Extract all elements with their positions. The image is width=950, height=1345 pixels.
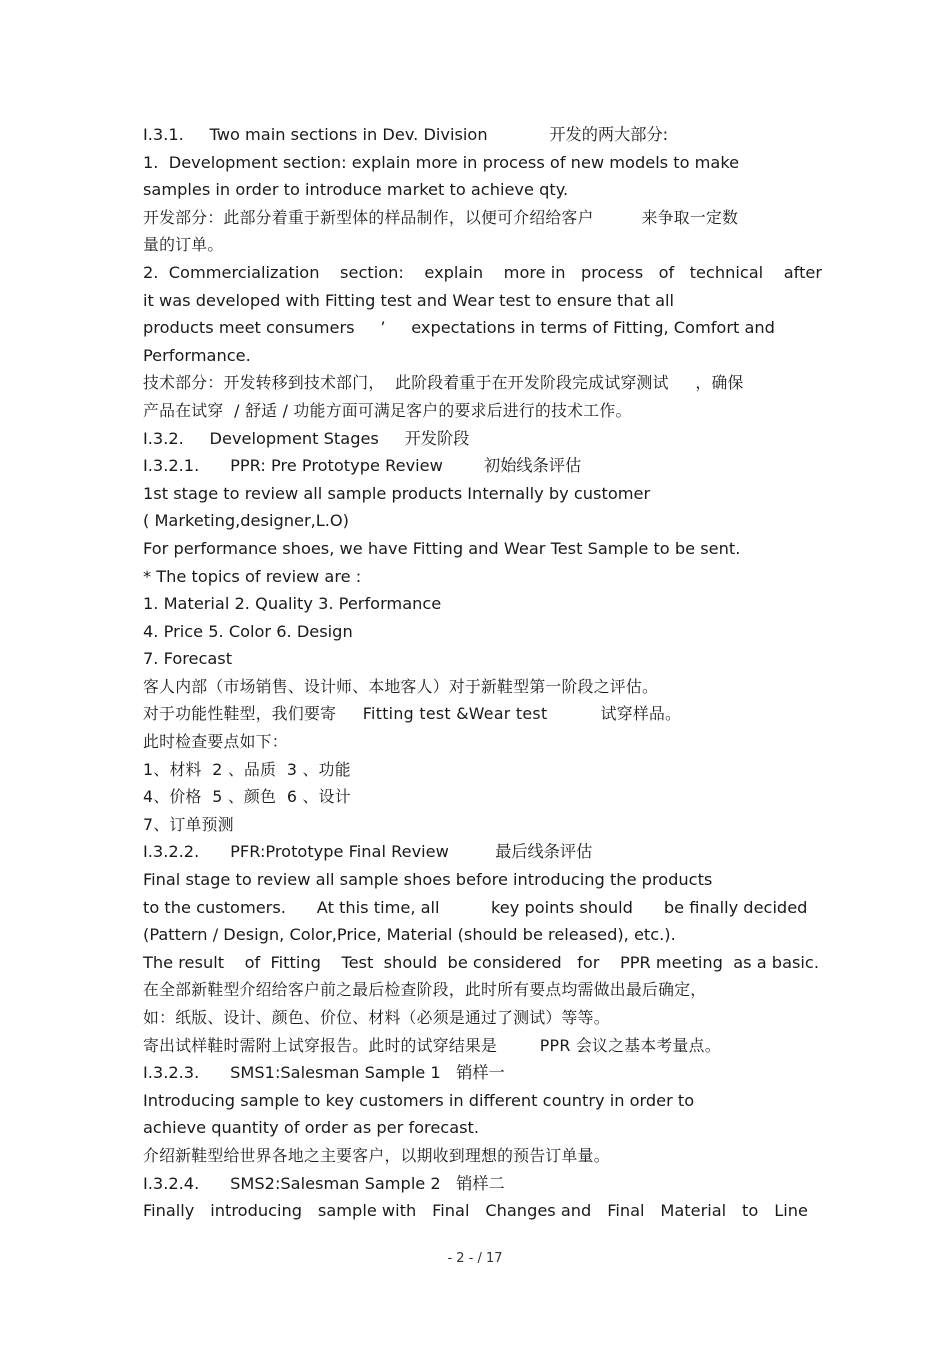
- list-line: 1. Material 2. Quality 3. Performance: [143, 594, 442, 614]
- list-line-zh: 4、价格 5 、颜色 6 、设计: [143, 787, 351, 807]
- paragraph-line: 1st stage to review all sample products Internally by customer: [143, 483, 651, 503]
- word: Final: [432, 1201, 470, 1221]
- paragraph-line: Final stage to review all sample shoes before introducing the products: [143, 870, 713, 890]
- paragraph-line-justified: [143, 1197, 808, 1225]
- paragraph-line-zh: 技术部分：开发转移到技术部门， 此阶段着重于在开发阶段完成试穿测试 ，确保: [143, 373, 744, 393]
- list-line-zh: 1、材料 2 、品质 3 、功能: [143, 759, 351, 779]
- paragraph-line: it was developed with Fitting test and Wear test to ensure that all: [143, 290, 674, 310]
- page-body: [143, 121, 823, 1225]
- paragraph-line: The result of Fitting Test should be considered for PPR meeting as a basic.: [143, 952, 819, 972]
- paragraph-line-zh: 此时检查要点如下：: [143, 732, 288, 752]
- list-line-zh: 7、订单预测: [143, 814, 234, 834]
- paragraph-line: Introducing sample to key customers in different country in order to: [143, 1090, 695, 1110]
- paragraph-line: (Pattern / Design, Color,Price, Material (should be released), etc.).: [143, 925, 676, 945]
- subsection-heading-sms1: I.3.2.3. SMS1:Salesman Sample 1 销样一: [143, 1063, 505, 1083]
- word: Finally: [143, 1201, 195, 1221]
- paragraph-line-zh: 如：纸版、设计、颜色、价位、材料（必须是通过了测试）等等。: [143, 1008, 610, 1027]
- paragraph-line-zh: 开发部分：此部分着重于新型体的样品制作，以便可介绍给客户 来争取一定数: [143, 207, 739, 227]
- list-line: 4. Price 5. Color 6. Design: [143, 621, 353, 641]
- subsection-heading-ppr: I.3.2.1. PPR: Pre Prototype Review 初始线条评估: [143, 456, 582, 476]
- section-heading-main-sections: I.3.1. Two main sections in Dev. Division 开发的两大部分:: [143, 125, 669, 144]
- paragraph-line: products meet consumers ’ expectations in terms of Fitting, Comfort and: [143, 318, 775, 338]
- paragraph-line: samples in order to introduce market to achieve qty.: [143, 180, 569, 200]
- paragraph-line-zh: 量的订单。: [143, 235, 224, 255]
- paragraph-line: 1. Development section: explain more in process of new models to make: [143, 152, 740, 172]
- subsection-heading-pfr: I.3.2.2. PFR:Prototype Final Review 最后线条评估: [143, 842, 593, 862]
- paragraph-line: ( Marketing,designer,L.O): [143, 511, 349, 531]
- word: sample with: [317, 1201, 417, 1221]
- word: Line: [774, 1201, 808, 1221]
- paragraph-line: achieve quantity of order as per forecast.: [143, 1118, 480, 1138]
- word: introducing: [210, 1201, 303, 1221]
- word: Changes and: [485, 1201, 592, 1221]
- list-line: 7. Forecast: [143, 649, 233, 669]
- subsection-heading-sms2: I.3.2.4. SMS2:Salesman Sample 2 销样二: [143, 1173, 505, 1193]
- page-number: - 2 - / 17: [447, 1251, 503, 1266]
- section-heading-development-stages: I.3.2. Development Stages 开发阶段: [143, 428, 470, 448]
- word: Material: [660, 1201, 727, 1221]
- paragraph-line: For performance shoes, we have Fitting and Wear Test Sample to be sent.: [143, 538, 741, 558]
- word: Final: [607, 1201, 645, 1221]
- paragraph-line: * The topics of review are :: [143, 566, 362, 586]
- paragraph-line: to the customers. At this time, all key points should be finally decided: [143, 897, 808, 917]
- paragraph-line-zh: 寄出试样鞋时需附上试穿报告。此时的试穿结果是 PPR 会议之基本考量点。: [143, 1035, 721, 1055]
- paragraph-line-zh: 产品在试穿 / 舒适 / 功能方面可满足客户的要求后进行的技术工作。: [143, 400, 632, 420]
- paragraph-line-zh: 介绍新鞋型给世界各地之主要客户，以期收到理想的预告订单量。: [143, 1145, 610, 1165]
- paragraph-line: 2. Commercialization section: explain more in process of technical after: [143, 262, 823, 282]
- paragraph-line-zh: 对于功能性鞋型，我们要寄 Fitting test &Wear test 试穿样品。: [143, 704, 682, 724]
- word: to: [742, 1201, 759, 1221]
- paragraph-line: Performance.: [143, 345, 251, 365]
- paragraph-line-zh: 在全部新鞋型介绍给客户前之最后检查阶段，此时所有要点均需做出最后确定，: [143, 980, 707, 1000]
- paragraph-line-zh: 客人内部（市场销售、设计师、本地客人）对于新鞋型第一阶段之评估。: [143, 676, 659, 696]
